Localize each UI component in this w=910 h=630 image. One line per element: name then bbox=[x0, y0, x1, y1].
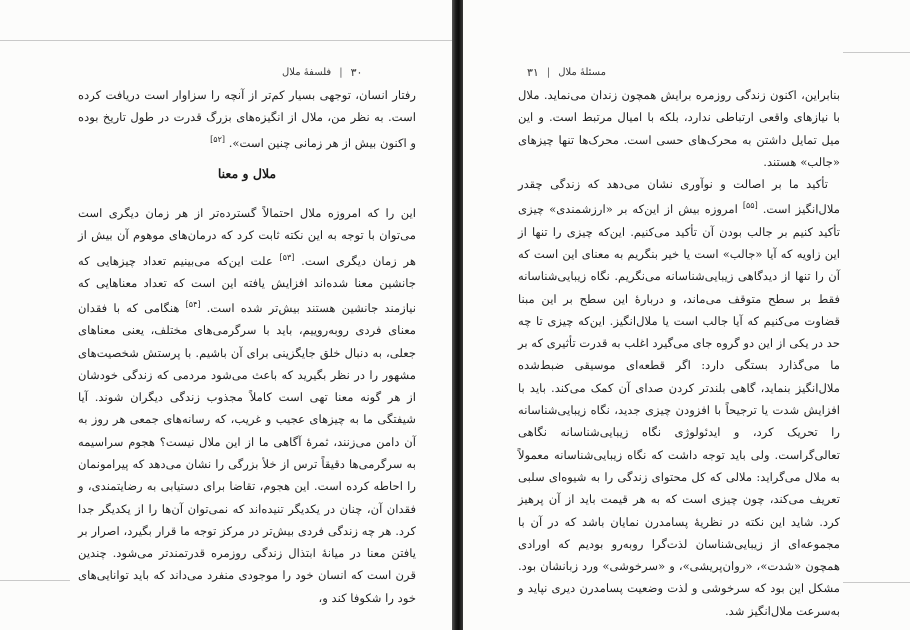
paragraph bbox=[518, 173, 840, 622]
page-number: ۳۰ bbox=[350, 66, 363, 79]
paragraph-text: این را که امروزه ملال احتمالاً گسترده‌تر از هر زمان دیگری است می‌توان با توجه به این نکته ثابت کرد که درمان‌های موهوم آن بیش از هر زمان دیگری است. bbox=[78, 206, 417, 268]
header-separator: | bbox=[546, 67, 551, 78]
citation-mark: [۵۲] bbox=[210, 134, 226, 144]
paragraph-text: علت این‌که می‌بینیم تعداد چیزهایی که جانشین معنا شده‌اند افزایش یافته این است که تعداد معناهایی که نیازمند جانشین هستند بیش‌تر شده است. bbox=[78, 253, 417, 315]
section-title: ملال و معنا bbox=[217, 166, 277, 181]
body-text bbox=[518, 84, 840, 622]
paragraph-text: تأکید ما بر اصالت و نوآوری نشان می‌دهد که زندگی چقدر ملال‌انگیز است. bbox=[518, 177, 840, 217]
page-edge-line bbox=[0, 40, 452, 41]
paragraph-text: امروزه بیش از این‌که بر «ارزشمندی» چیزی تأکید کنیم بر جالب بودن آن تأکید می‌کنیم. این‌که چیزی را تنها از این زاویه که آیا «جالب» است یا خیر بنگریم به معنای این است که آن را تنها از دیدگاهی زیبایی‌شناسانه می‌نگریم. نگاه زیبایی‌شناسانه فقط بر سطح متوقف می‌ماند، و دربارهٔ این سطح بر این مبنا قضاوت می‌کنیم که آیا جالب است یا ملال‌انگیز. این‌که چیزی تا چه حد در یکی از این دو گروه جای می‌گیرد اغلب به قدرت تأثیری که بر ما می‌گذارد بستگی دارد: اگر قطعه‌ای موسیقی ضبط‌شده ملال‌انگیز بنماید، گاهی بلندتر کردن صدای آن کمک می‌کند. باید با افزایش شدت یا ترجیحاً با افزودن چیزی جدید، نگاه زیبایی‌شناسانه را تحریک کرد، و ایدئولوژی نگاه زیبایی‌شناسانه نگاهی تعالی‌گراست. ولی باید توجه داشت که نگاه زیبایی‌شناسانه معمولاً به ملال می‌گراید: ملالی که کل محتوای زندگی را به شیوه‌ای سلبی تعریف می‌کند، چون چیزی است که به هر قیمت باید از آن پرهیز کرد. شاید این نکته در نظریهٔ پسامدرن نمایان باشد که در آن با مجموعه‌ای از زیبایی‌شناسان لذت‌گرا روبه‌رو بودیم که اورادی همچون «شدت»، «روان‌پریشی»، و «سرخوشی» ورد زبانشان بود. مشکل این بود که سرخوشی و لذت وضعیت پسامدرن دیری نپاید و به‌سرعت ملال‌انگیز شد. bbox=[518, 202, 840, 618]
paragraph-text: هنگامی که با فقدان معنای فردی روبه‌روییم، باید با سرگرمی‌های مختلف، یعنی معناهای جعلی، به دنبال خلق جایگزینی برای آن باشیم. با پرستش شخصیت‌های مشهور را در نظر بگیرید که باعث می‌شود مردمی که زندگی خودشان از هر گونه معنا تهی است کاملاً مجذوب زندگی دیگران شوند. آیا شیفتگی ما به چیزهای عجیب و غریب، که رسانه‌های جمعی هر روز به آن دامن می‌زنند، ثمرهٔ آگاهی ما از این ملال نیست؟ هجوم سراسیمه به سرگرمی‌ها دقیقاً ترس از خلأ بزرگی را نشان می‌دهد که پیرامونمان را احاطه کرده است. این هجوم، تقاضا برای دستیابی به رضایتمندی، و فقدان آن، چنان در یکدیگر تنیده‌اند که نمی‌توان آن‌ها را از یکدیگر جدا کرد. هر چه زندگی فردی بیش‌تر در مرکز توجه ما قرار بگیرد، اصرار بر یافتن معنا در میانهٔ ابتذال زندگی روزمره قدرتمندتر می‌شود. چندین قرن است که انسان خود را موجودی منفرد می‌داند که باید توانایی‌های خود را شکوفا کند و، bbox=[78, 300, 416, 605]
running-head-title: مسئلهٔ ملال bbox=[558, 67, 606, 78]
citation-mark: [۵۵] bbox=[742, 201, 758, 211]
citation-mark: [۵۴] bbox=[185, 300, 201, 310]
citation-mark: [۵۳] bbox=[279, 252, 295, 262]
left-page bbox=[0, 0, 452, 630]
page-number: ۳۱ bbox=[527, 66, 539, 79]
paragraph-text: بنابراین، اکنون زندگی روزمره برایش همچون زندان می‌نماید. ملال با نیازهای واقعی ارتباطی ندارد، بلکه با امیال مرتبط است. و این میل تمایل داشتن به محرک‌های حسی است. محرک‌ها تنها چیزهای «جالب» هستند. bbox=[518, 88, 840, 169]
paragraph bbox=[518, 84, 840, 173]
running-head-title: فلسفهٔ ملال bbox=[282, 67, 332, 78]
running-header bbox=[527, 66, 606, 79]
paragraph-text: رفتار انسان، توجهی بسیار کم‌تر از آنچه را سزاوار است دریافت کرده است. به نظر من، ملال از انگیزه‌های بزرگ قدرت در طول تاریخ بوده و اکنون بیش از هر زمانی چنین است». bbox=[78, 88, 416, 150]
running-header bbox=[282, 66, 362, 79]
top-paragraph bbox=[78, 84, 416, 154]
page-edge-line bbox=[843, 52, 910, 53]
page-edge-line bbox=[0, 580, 70, 581]
book-spine bbox=[452, 0, 463, 630]
body-paragraph bbox=[78, 202, 416, 609]
right-page bbox=[463, 0, 910, 630]
header-separator: | bbox=[339, 67, 343, 78]
page-edge-line bbox=[843, 582, 910, 583]
